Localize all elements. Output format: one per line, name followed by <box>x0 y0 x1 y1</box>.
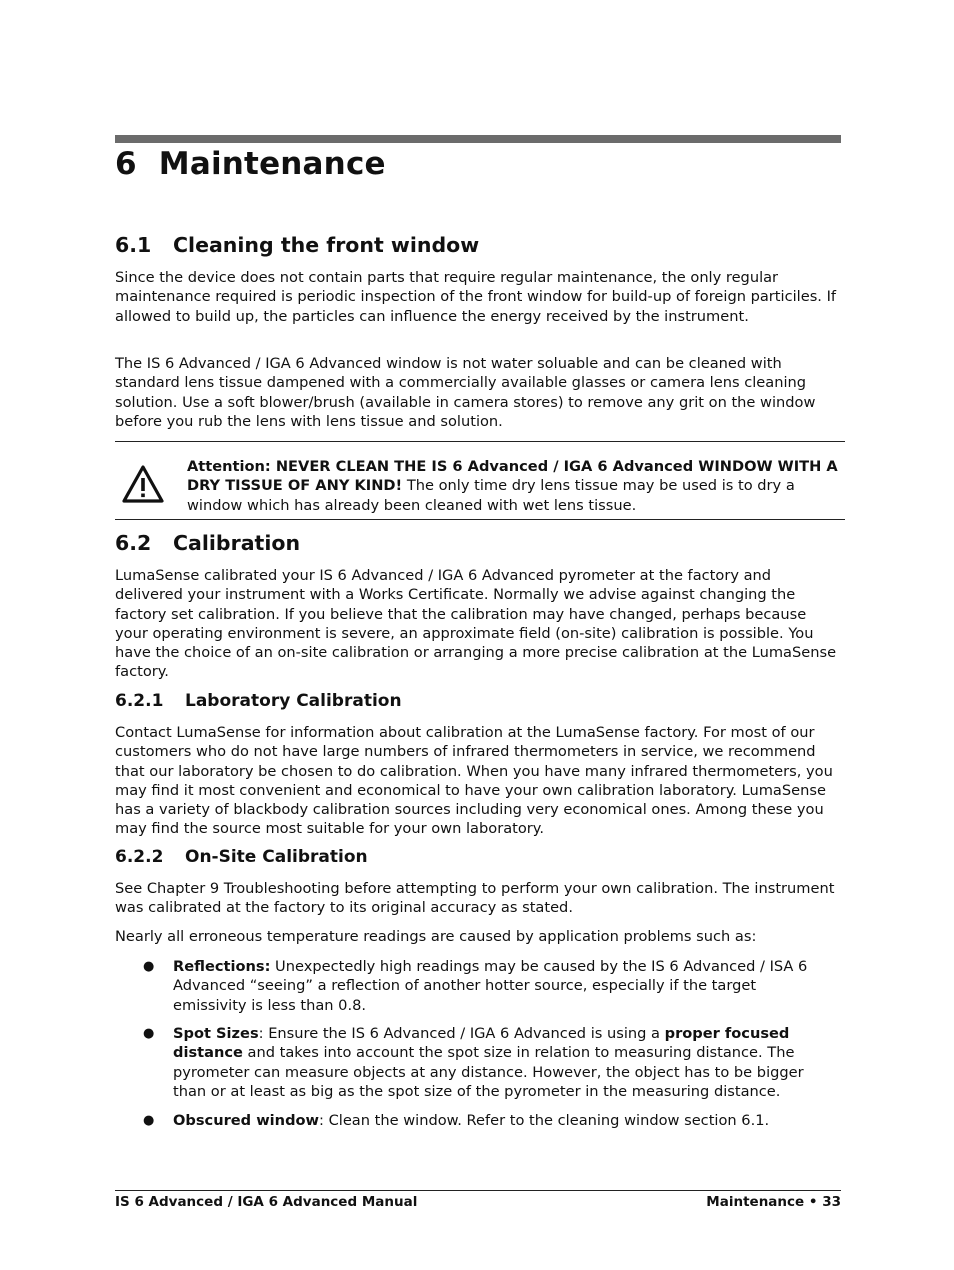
section-6-1-paragraph-2: The IS 6 Advanced / IGA 6 Advanced window is not water soluable and can be cleaned with standard lens tissue dampened with a commercially available glasses or camera lens cleaning solution. Use a soft blower/brush (available in camera stores) to remove any grit on the window before you rub the lens with lens tissue and solution. <box>115 355 816 430</box>
chapter-title: 6 Maintenance <box>115 146 386 182</box>
bullet-icon: ● <box>143 1026 155 1041</box>
chapter-rule <box>115 135 841 143</box>
bullet-icon: ● <box>143 959 155 974</box>
section-6-2-2-heading: 6.2.2 On-Site Calibration <box>115 847 368 867</box>
section-6-2-1-heading: 6.2.1 Laboratory Calibration <box>115 691 402 711</box>
section-6-2-1-paragraph: Contact LumaSense for information about calibration at the LumaSense factory. For most of our customers who do not have large numbers of infrared thermometers in service, we recommend that our laboratory be chosen to do calibration. When you have many infrared thermometers, you may find it most convenient and economical to have your own calibration laboratory. LumaSense has a variety of blackbody calibration sources including very economical ones. Among these you may find the source most suitable for your own laboratory. <box>115 724 833 838</box>
warning-triangle-icon <box>121 464 165 504</box>
section-6-1-paragraph-1: Since the device does not contain parts that require regular maintenance, the only regular maintenance required is periodic inspection of the front window for build-up of foreign particiles. If allowed to build up, the particles can influence the energy received by the instrument. <box>115 269 837 325</box>
attention-text <box>187 457 843 515</box>
section-6-2-2-paragraph-1: See Chapter 9 Troubleshooting before attempting to perform your own calibration. The instrument was calibrated at the factory to its original accuracy as stated. <box>115 880 835 917</box>
footer-manual-title: IS 6 Advanced / IGA 6 Advanced Manual <box>115 1194 418 1210</box>
attention-rest: The only time dry lens tissue may be used is to dry a window which has already been cleaned with wet lens tissue. <box>187 477 795 514</box>
section-6-2-2-paragraph-2: Nearly all erroneous temperature readings are caused by application problems such as: <box>115 928 757 945</box>
section-6-1-heading: 6.1 Cleaning the front window <box>115 233 480 257</box>
attention-box <box>115 441 845 520</box>
bullet-icon: ● <box>143 1113 155 1128</box>
attention-bold: Attention: NEVER CLEAN THE IS 6 Advanced / IGA 6 Advanced WINDOW WITH A DRY TISSUE OF ANY KIND! <box>187 458 838 495</box>
section-6-2-paragraph: LumaSense calibrated your IS 6 Advanced / IGA 6 Advanced pyrometer at the factory and delivered your instrument with a Works Certificate. Normally we advise against changing the factory set calibration. If you believe that the calibration may have changed, perhaps because your operating environment is severe, an approximate field (on-site) calibration is possible. You have the choice of an on-site calibration or arranging a more precise calibration at the LumaSense factory. <box>115 567 837 681</box>
section-6-2-heading: 6.2 Calibration <box>115 531 301 555</box>
footer-rule <box>115 1190 841 1191</box>
footer-page-number: Maintenance • 33 <box>706 1194 841 1210</box>
